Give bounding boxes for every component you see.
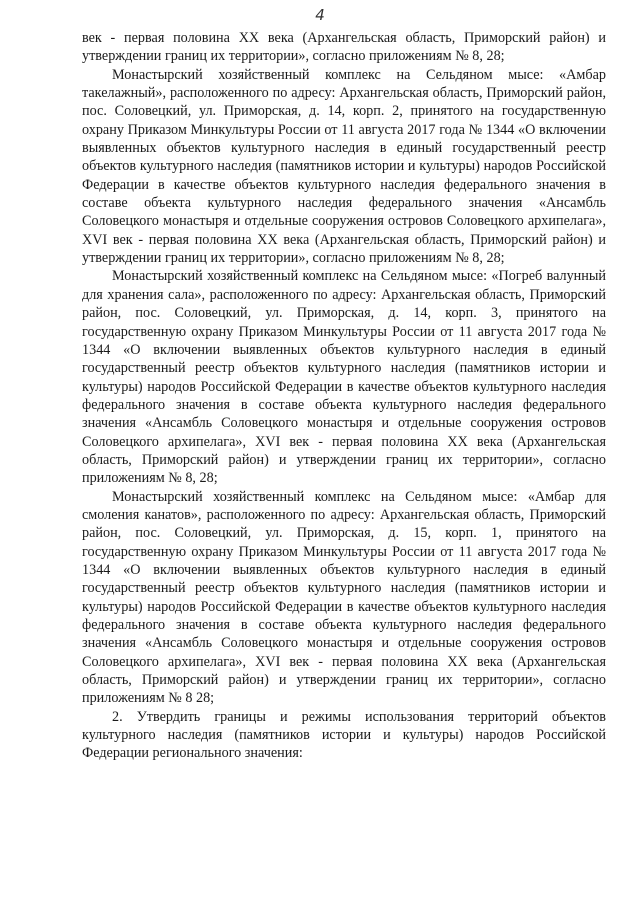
paragraph-item-2: 2. Утвердить границы и режимы использования территорий объектов культурного наследия (памятников истории и культуры) народов Российской Федерации регионального значения: [82,708,606,762]
paragraph-ambar-smoleniya: Монастырский хозяйственный комплекс на Сельдяном мысе: «Амбар для смоления канатов», расположенного по адресу: Архангельская область, Приморский район, пос. Соловецкий, ул. Приморская, д. 15, корп. 1, принятого на государственную охрану Приказом Минкультуры России от 11 августа 2017 года № 1344 «О включении выявленных объектов культурного наследия в единый государственный реестр объектов культурного наследия (памятников истории и культуры) народов Российской Федерации в качестве объектов культурного наследия федерального значения в составе объекта культурного наследия федерального значения «Ансамбль Соловецкого монастыря и отдельные сооружения островов Соловецкого архипелага», XVI век - первая половина XX века (Архангельская область, Приморский район) и утверждении границ их территории», согласно приложениям № 8 28; [82,488,606,707]
page-number: 4 [315,6,325,24]
paragraph-continuation: век - первая половина XX века (Архангельская область, Приморский район) и утверждении границ их территории», согласно приложениям № 8, 28; [82,30,606,65]
paragraph-ambar-takelazhny: Монастырский хозяйственный комплекс на Сельдяном мысе: «Амбар такелажный», расположенного по адресу: Архангельская область, Приморский район, пос. Соловецкий, ул. Приморская, д. 14, корп. 2, принятого на государственную охрану Приказом Минкультуры России от 11 августа 2017 года № 1344 «О включении выявленных объектов культурного наследия в единый государственный реестр объектов культурного наследия (памятников истории и культуры) народов Российской Федерации в качестве объектов культурного наследия федерального значения в составе объекта культурного наследия федерального значения «Ансамбль Соловецкого монастыря и отдельные сооружения островов Соловецкого архипелага», XVI век - первая половина XX века (Архангельская область, Приморский район) и утверждении границ их территории», согласно приложениям № 8, 28; [82,66,606,267]
paragraph-pogreb-valunny: Монастырский хозяйственный комплекс на Сельдяном мысе: «Погреб валунный для хранения сала», расположенного по адресу: Архангельская область, Приморский район, пос. Соловецкий, ул. Приморская, д. 14, корп. 3, принятого на государственную охрану Приказом Минкультуры России от 11 августа 2017 года № 1344 «О включении выявленных объектов культурного наследия в единый государственный реестр объектов культурного наследия (памятников истории и культуры) народов Российской Федерации в качестве объектов культурного наследия федерального значения в составе объекта культурного наследия федерального значения «Ансамбль Соловецкого монастыря и отдельные сооружения островов Соловецкого архипелага», XVI век - первая половина XX века (Архангельская область, Приморский район) и утверждении границ их территории», согласно приложениям № 8, 28; [82,268,606,487]
document-body [82,29,606,763]
